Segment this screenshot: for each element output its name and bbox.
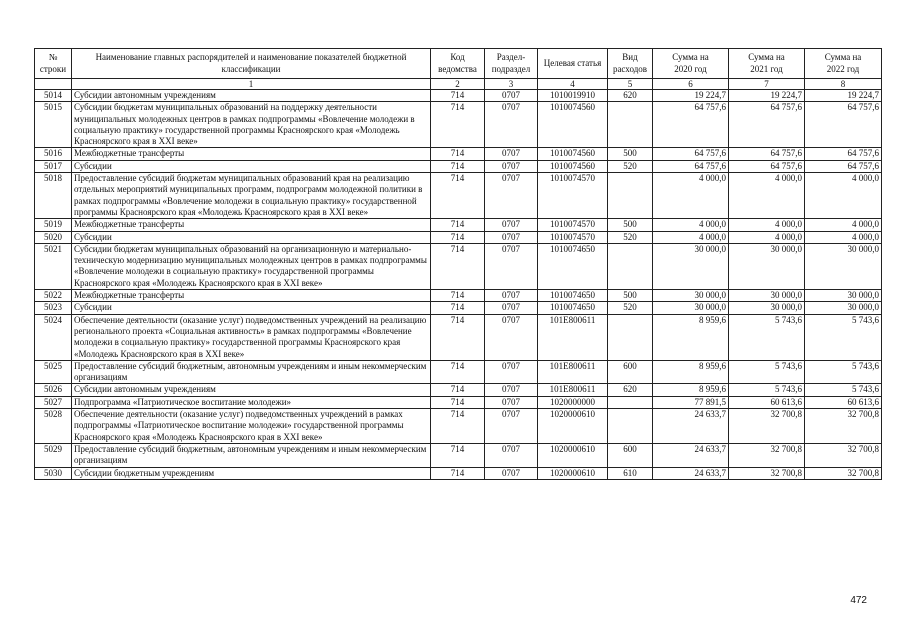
sum-2022-cell: 30 000,0	[805, 290, 882, 302]
table-row	[35, 314, 882, 360]
sum-2022-cell: 19 224,7	[805, 90, 882, 102]
dept-code-cell: 714	[431, 360, 485, 384]
row-name-cell: Субсидии	[72, 160, 431, 172]
target-article-cell: 1010074570	[538, 173, 608, 219]
column-number: 3	[485, 79, 538, 90]
expense-type-cell	[608, 314, 653, 360]
column-number: 8	[805, 79, 882, 90]
row-number-cell: 5026	[35, 384, 72, 396]
sum-2020-cell: 8 959,6	[653, 360, 729, 384]
table-row	[35, 219, 882, 231]
sum-2022-cell: 64 757,6	[805, 102, 882, 148]
sum-2021-cell: 19 224,7	[729, 90, 805, 102]
row-number-cell: 5024	[35, 314, 72, 360]
row-number-cell: 5029	[35, 443, 72, 467]
sum-2022-cell: 64 757,6	[805, 148, 882, 160]
section-cell: 0707	[485, 102, 538, 148]
row-number-cell: 5018	[35, 173, 72, 219]
sum-2021-cell: 5 743,6	[729, 314, 805, 360]
target-article-cell: 1010074570	[538, 231, 608, 243]
row-name-cell: Субсидии бюджетам муниципальных образований на поддержку деятельности муниципальных молодежных центров в рамках подпрограммы «Вовлечение молодежи в социальную практику» государственной программы Красноярского края «Молодежь Красноярского края в XXI веке»	[72, 102, 431, 148]
target-article-cell: 1020000610	[538, 409, 608, 444]
target-article-cell: 1010019910	[538, 90, 608, 102]
sum-2020-cell: 30 000,0	[653, 302, 729, 314]
table-row	[35, 231, 882, 243]
sum-2021-cell: 4 000,0	[729, 231, 805, 243]
target-article-cell: 1010074560	[538, 148, 608, 160]
target-article-cell: 1010074570	[538, 219, 608, 231]
section-cell: 0707	[485, 160, 538, 172]
section-cell: 0707	[485, 290, 538, 302]
column-number: 7	[729, 79, 805, 90]
table-row	[35, 384, 882, 396]
dept-code-cell: 714	[431, 173, 485, 219]
target-article-cell: 1020000000	[538, 396, 608, 408]
row-name-cell: Предоставление субсидий бюджетам муниципальных образований края на реализацию отдельных мероприятий муниципальных программ, подпрограмм молодежной политики в рамках подпрограммы «Вовлечение молодежи в социальную практику» государственной программы Красноярского края «Молодежь Красноярского края в XXI веке»	[72, 173, 431, 219]
target-article-cell: 1010074560	[538, 102, 608, 148]
section-cell: 0707	[485, 396, 538, 408]
row-name-cell: Субсидии	[72, 302, 431, 314]
column-number: 1	[72, 79, 431, 90]
table-row	[35, 90, 882, 102]
target-article-cell: 1010074560	[538, 160, 608, 172]
table-row	[35, 360, 882, 384]
sum-2022-cell: 5 743,6	[805, 360, 882, 384]
row-number-cell: 5030	[35, 467, 72, 479]
header-row-no: № строки	[35, 49, 72, 79]
row-number-cell: 5016	[35, 148, 72, 160]
dept-code-cell: 714	[431, 231, 485, 243]
section-cell: 0707	[485, 360, 538, 384]
sum-2020-cell: 64 757,6	[653, 148, 729, 160]
dept-code-cell: 714	[431, 148, 485, 160]
sum-2022-cell: 4 000,0	[805, 173, 882, 219]
row-name-cell: Предоставление субсидий бюджетным, автономным учреждениям и иным некоммерческим организациям	[72, 360, 431, 384]
header-row	[35, 49, 882, 79]
dept-code-cell: 714	[431, 219, 485, 231]
sum-2021-cell: 30 000,0	[729, 302, 805, 314]
section-cell: 0707	[485, 243, 538, 289]
column-number-row	[35, 79, 882, 90]
expense-type-cell	[608, 173, 653, 219]
dept-code-cell: 714	[431, 290, 485, 302]
column-number: 2	[431, 79, 485, 90]
sum-2021-cell: 64 757,6	[729, 160, 805, 172]
dept-code-cell: 714	[431, 302, 485, 314]
table-row	[35, 102, 882, 148]
sum-2022-cell: 64 757,6	[805, 160, 882, 172]
column-number: 6	[653, 79, 729, 90]
sum-2022-cell: 5 743,6	[805, 384, 882, 396]
section-cell: 0707	[485, 90, 538, 102]
row-name-cell: Субсидии автономным учреждениям	[72, 90, 431, 102]
row-name-cell: Межбюджетные трансферты	[72, 290, 431, 302]
header-name: Наименование главных распорядителей и наименование показателей бюджетной классификации	[72, 49, 431, 79]
sum-2021-cell: 4 000,0	[729, 219, 805, 231]
dept-code-cell: 714	[431, 384, 485, 396]
row-name-cell: Субсидии	[72, 231, 431, 243]
sum-2020-cell: 4 000,0	[653, 231, 729, 243]
section-cell: 0707	[485, 409, 538, 444]
target-article-cell: 1010074650	[538, 290, 608, 302]
sum-2022-cell: 32 700,8	[805, 443, 882, 467]
column-number: 4	[538, 79, 608, 90]
sum-2022-cell: 60 613,6	[805, 396, 882, 408]
sum-2022-cell: 32 700,8	[805, 409, 882, 444]
section-cell: 0707	[485, 302, 538, 314]
dept-code-cell: 714	[431, 102, 485, 148]
dept-code-cell: 714	[431, 443, 485, 467]
table-row	[35, 160, 882, 172]
table-row	[35, 173, 882, 219]
sum-2021-cell: 60 613,6	[729, 396, 805, 408]
expense-type-cell: 600	[608, 443, 653, 467]
sum-2020-cell: 24 633,7	[653, 443, 729, 467]
sum-2020-cell: 24 633,7	[653, 409, 729, 444]
table-row	[35, 243, 882, 289]
budget-sheet	[34, 48, 881, 480]
row-name-cell: Субсидии бюджетным учреждениям	[72, 467, 431, 479]
row-name-cell: Субсидии автономным учреждениям	[72, 384, 431, 396]
expense-type-cell: 500	[608, 148, 653, 160]
expense-type-cell	[608, 243, 653, 289]
sum-2022-cell: 30 000,0	[805, 243, 882, 289]
expense-type-cell: 620	[608, 384, 653, 396]
row-number-cell: 5015	[35, 102, 72, 148]
sum-2020-cell: 64 757,6	[653, 160, 729, 172]
sum-2020-cell: 19 224,7	[653, 90, 729, 102]
row-number-cell: 5017	[35, 160, 72, 172]
row-name-cell: Межбюджетные трансферты	[72, 219, 431, 231]
row-number-cell: 5019	[35, 219, 72, 231]
budget-table	[34, 48, 882, 480]
expense-type-cell	[608, 396, 653, 408]
section-cell: 0707	[485, 467, 538, 479]
row-name-cell: Межбюджетные трансферты	[72, 148, 431, 160]
sum-2021-cell: 5 743,6	[729, 360, 805, 384]
row-name-cell: Подпрограмма «Патриотическое воспитание молодежи»	[72, 396, 431, 408]
target-article-cell: 101E800611	[538, 360, 608, 384]
sum-2022-cell: 32 700,8	[805, 467, 882, 479]
target-article-cell: 1020000610	[538, 467, 608, 479]
target-article-cell: 101E800611	[538, 314, 608, 360]
table-row	[35, 396, 882, 408]
sum-2022-cell: 5 743,6	[805, 314, 882, 360]
row-name-cell: Обеспечение деятельности (оказание услуг) подведомственных учреждений на реализацию регионального проекта «Социальная активность» в рамках подпрограммы «Вовлечение молодежи в социальную практику» государственной программы Красноярского края «Молодежь Красноярского края в XXI веке»	[72, 314, 431, 360]
sum-2020-cell: 8 959,6	[653, 384, 729, 396]
sum-2021-cell: 32 700,8	[729, 443, 805, 467]
table-row	[35, 302, 882, 314]
column-number	[35, 79, 72, 90]
expense-type-cell: 520	[608, 231, 653, 243]
section-cell: 0707	[485, 219, 538, 231]
table-row	[35, 443, 882, 467]
target-article-cell: 1020000610	[538, 443, 608, 467]
sum-2021-cell: 30 000,0	[729, 243, 805, 289]
row-name-cell: Обеспечение деятельности (оказание услуг) подведомственных учреждений в рамках подпрограммы «Патриотическое воспитание молодежи» государственной программы Красноярского края «Молодежь Красноярского края в XXI веке»	[72, 409, 431, 444]
expense-type-cell	[608, 409, 653, 444]
row-number-cell: 5021	[35, 243, 72, 289]
page-number: 472	[850, 595, 867, 606]
target-article-cell: 1010074650	[538, 243, 608, 289]
section-cell: 0707	[485, 384, 538, 396]
row-number-cell: 5025	[35, 360, 72, 384]
row-number-cell: 5028	[35, 409, 72, 444]
row-number-cell: 5027	[35, 396, 72, 408]
target-article-cell: 101E800611	[538, 384, 608, 396]
row-name-cell: Субсидии бюджетам муниципальных образований на организационную и материально-техническую модернизацию муниципальных молодежных центров в рамках подпрограммы «Вовлечение молодежи в социальную практику» государственной программы Красноярского края «Молодежь Красноярского края в XXI веке»	[72, 243, 431, 289]
table-row	[35, 409, 882, 444]
expense-type-cell: 500	[608, 290, 653, 302]
header-expense-type: Вид расходов	[608, 49, 653, 79]
sum-2020-cell: 4 000,0	[653, 173, 729, 219]
row-number-cell: 5014	[35, 90, 72, 102]
dept-code-cell: 714	[431, 243, 485, 289]
sum-2021-cell: 32 700,8	[729, 467, 805, 479]
dept-code-cell: 714	[431, 396, 485, 408]
expense-type-cell: 520	[608, 160, 653, 172]
header-section: Раздел- подраздел	[485, 49, 538, 79]
section-cell: 0707	[485, 173, 538, 219]
dept-code-cell: 714	[431, 409, 485, 444]
section-cell: 0707	[485, 314, 538, 360]
table-row	[35, 467, 882, 479]
row-number-cell: 5020	[35, 231, 72, 243]
table-row	[35, 148, 882, 160]
sum-2022-cell: 4 000,0	[805, 231, 882, 243]
sum-2021-cell: 64 757,6	[729, 148, 805, 160]
sum-2021-cell: 30 000,0	[729, 290, 805, 302]
sum-2020-cell: 24 633,7	[653, 467, 729, 479]
target-article-cell: 1010074650	[538, 302, 608, 314]
row-number-cell: 5023	[35, 302, 72, 314]
sum-2021-cell: 4 000,0	[729, 173, 805, 219]
row-name-cell: Предоставление субсидий бюджетным, автономным учреждениям и иным некоммерческим организациям	[72, 443, 431, 467]
section-cell: 0707	[485, 443, 538, 467]
section-cell: 0707	[485, 231, 538, 243]
expense-type-cell: 600	[608, 360, 653, 384]
header-sum-2022: Сумма на 2022 год	[805, 49, 882, 79]
expense-type-cell: 520	[608, 302, 653, 314]
expense-type-cell: 620	[608, 90, 653, 102]
sum-2020-cell: 30 000,0	[653, 243, 729, 289]
sum-2020-cell: 64 757,6	[653, 102, 729, 148]
sum-2022-cell: 30 000,0	[805, 302, 882, 314]
sum-2021-cell: 5 743,6	[729, 384, 805, 396]
header-sum-2021: Сумма на 2021 год	[729, 49, 805, 79]
sum-2022-cell: 4 000,0	[805, 219, 882, 231]
expense-type-cell	[608, 102, 653, 148]
sum-2020-cell: 30 000,0	[653, 290, 729, 302]
column-number: 5	[608, 79, 653, 90]
table-row	[35, 290, 882, 302]
dept-code-cell: 714	[431, 160, 485, 172]
sum-2020-cell: 4 000,0	[653, 219, 729, 231]
row-number-cell: 5022	[35, 290, 72, 302]
dept-code-cell: 714	[431, 467, 485, 479]
section-cell: 0707	[485, 148, 538, 160]
header-sum-2020: Сумма на 2020 год	[653, 49, 729, 79]
dept-code-cell: 714	[431, 90, 485, 102]
header-target: Целевая статья	[538, 49, 608, 79]
expense-type-cell: 610	[608, 467, 653, 479]
dept-code-cell: 714	[431, 314, 485, 360]
sum-2021-cell: 64 757,6	[729, 102, 805, 148]
expense-type-cell: 500	[608, 219, 653, 231]
header-dept-code: Код ведомства	[431, 49, 485, 79]
sum-2020-cell: 77 891,5	[653, 396, 729, 408]
sum-2021-cell: 32 700,8	[729, 409, 805, 444]
table-body	[35, 90, 882, 480]
sum-2020-cell: 8 959,6	[653, 314, 729, 360]
